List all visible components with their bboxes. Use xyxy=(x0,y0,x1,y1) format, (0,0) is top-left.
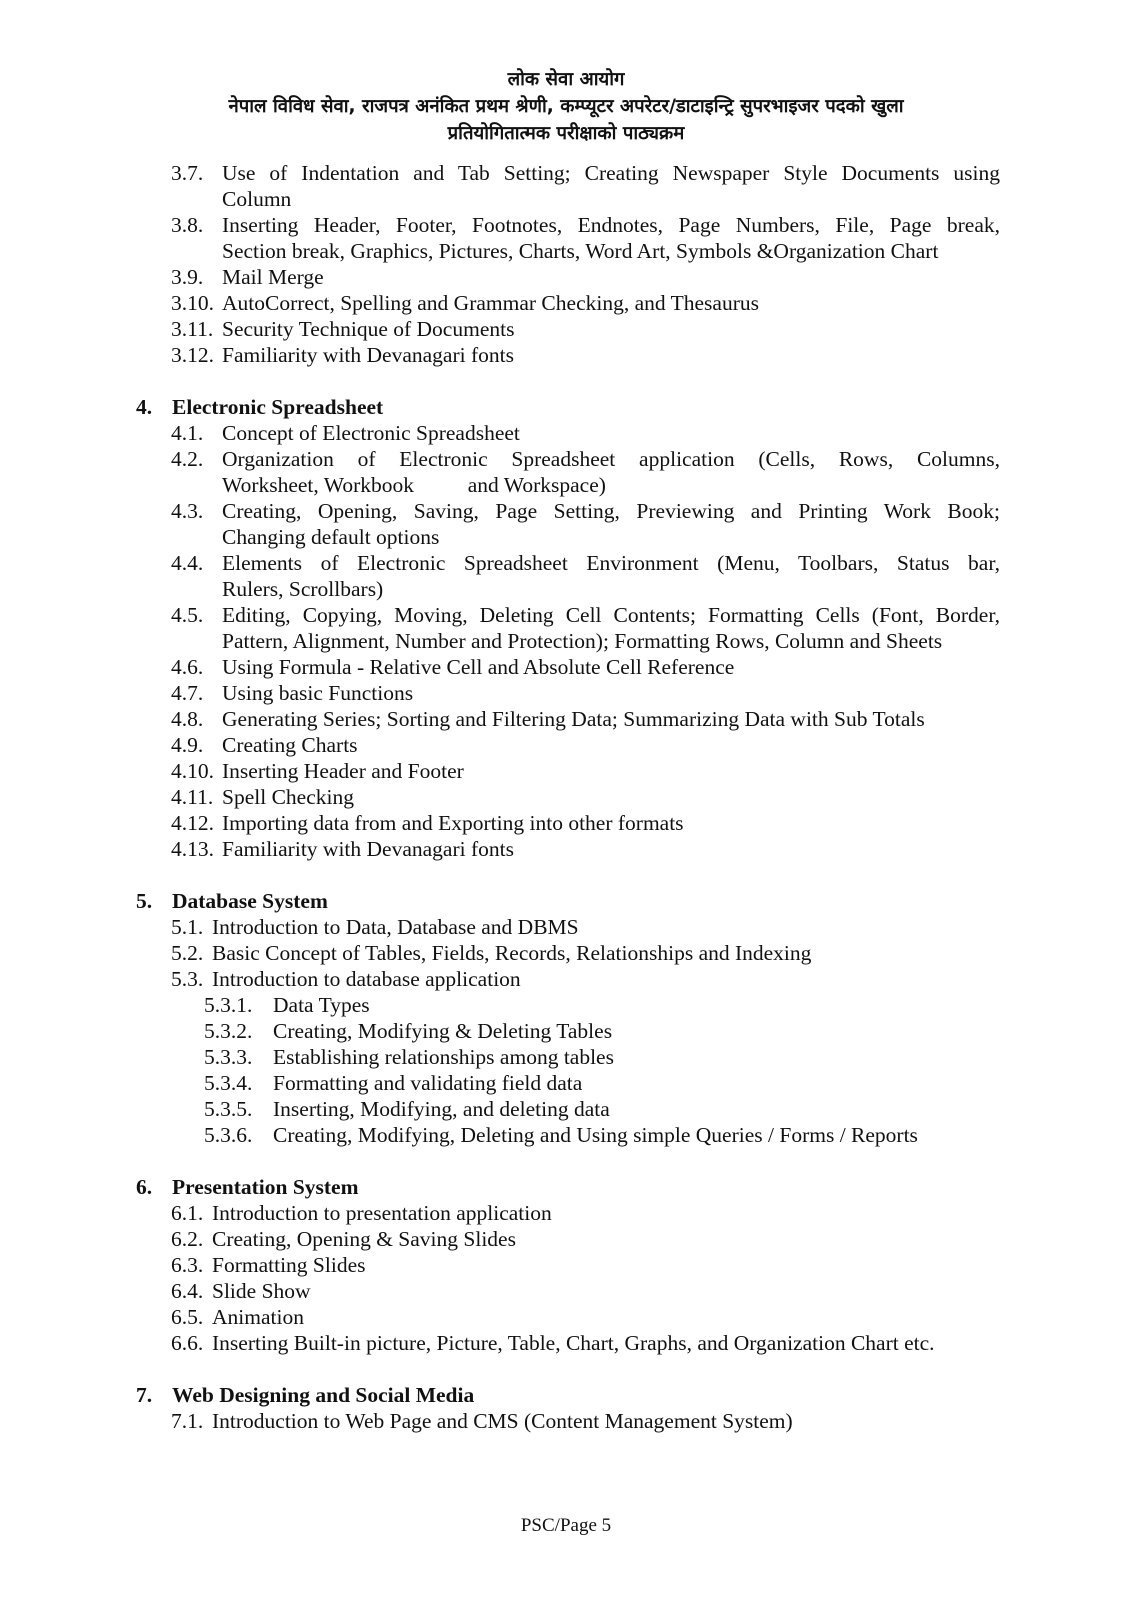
item-number: 4.12. xyxy=(171,811,214,835)
item-number: 5.3.1. xyxy=(204,993,253,1017)
item-text: Formatting and validating field data xyxy=(273,1071,583,1095)
item-text: Inserting Header, Footer, Footnotes, Endnotes, Page Numbers, File, Page break, xyxy=(222,213,1000,237)
section-number: 5. xyxy=(136,889,153,913)
list-item xyxy=(0,342,1132,368)
item-number: 4.4. xyxy=(171,551,204,575)
item-text: Creating, Modifying & Deleting Tables xyxy=(273,1019,613,1043)
item-text: Generating Series; Sorting and Filtering Data; Summarizing Data with Sub Totals xyxy=(222,707,925,731)
list-item xyxy=(0,1226,1132,1252)
item-text: Concept of Electronic Spreadsheet xyxy=(222,421,520,445)
list-item xyxy=(0,940,1132,966)
item-text: Familiarity with Devanagari fonts xyxy=(222,343,514,367)
item-number: 4.2. xyxy=(171,447,204,471)
item-number: 5.2. xyxy=(171,941,204,965)
section-5-list xyxy=(0,914,1132,1148)
item-text: Organization of Electronic Spreadsheet application (Cells, Rows, Columns, xyxy=(222,447,1000,471)
item-text: Use of Indentation and Tab Setting; Creating Newspaper Style Documents using xyxy=(222,161,1000,185)
list-item xyxy=(0,1304,1132,1330)
list-item xyxy=(0,160,1132,212)
list-item xyxy=(0,836,1132,862)
item-text: Security Technique of Documents xyxy=(222,317,515,341)
item-number: 4.1. xyxy=(171,421,204,445)
item-number: 4.8. xyxy=(171,707,204,731)
item-text: AutoCorrect, Spelling and Grammar Checking, and Thesaurus xyxy=(222,291,759,315)
list-item xyxy=(0,680,1132,706)
list-item xyxy=(0,1408,1132,1434)
item-text: Establishing relationships among tables xyxy=(273,1045,614,1069)
item-text: Slide Show xyxy=(212,1279,311,1303)
item-number: 4.7. xyxy=(171,681,204,705)
list-item xyxy=(0,810,1132,836)
item-number: 5.3.5. xyxy=(204,1097,253,1121)
item-number: 3.12. xyxy=(171,343,214,367)
item-text-continued: Column xyxy=(222,187,292,211)
item-number: 4.9. xyxy=(171,733,204,757)
item-text: Elements of Electronic Spreadsheet Environment (Menu, Toolbars, Status bar, xyxy=(222,551,1000,575)
list-item xyxy=(0,784,1132,810)
list-item xyxy=(0,420,1132,446)
item-text: Data Types xyxy=(273,993,370,1017)
item-text: Introduction to Web Page and CMS (Content Management System) xyxy=(212,1409,793,1433)
section-number: 6. xyxy=(136,1175,153,1199)
list-item xyxy=(0,732,1132,758)
item-number: 3.8. xyxy=(171,213,204,237)
page-footer: PSC/Page 5 xyxy=(520,1515,612,1536)
item-number: 7.1. xyxy=(171,1409,204,1433)
section-4-list xyxy=(0,420,1132,862)
item-text: Inserting Header and Footer xyxy=(222,759,464,783)
item-text: Inserting, Modifying, and deleting data xyxy=(273,1097,610,1121)
sub-list-item xyxy=(0,1122,1132,1148)
item-text: Using Formula - Relative Cell and Absolute Cell Reference xyxy=(222,655,735,679)
section-number: 4. xyxy=(136,395,153,419)
list-item xyxy=(0,446,1132,498)
list-item xyxy=(0,1200,1132,1226)
list-item xyxy=(0,264,1132,290)
list-item xyxy=(0,1278,1132,1304)
sub-list-item xyxy=(0,1096,1132,1122)
item-number: 4.3. xyxy=(171,499,204,523)
sub-list-item xyxy=(0,1018,1132,1044)
item-text-continued: Section break, Graphics, Pictures, Charts, Word Art, Symbols &Organization Chart xyxy=(222,239,939,263)
section-title: Database System xyxy=(172,889,328,913)
item-number: 6.6. xyxy=(171,1331,204,1355)
list-item xyxy=(0,914,1132,940)
item-text: Spell Checking xyxy=(222,785,354,809)
list-item xyxy=(0,498,1132,550)
item-text: Introduction to Data, Database and DBMS xyxy=(212,915,579,939)
syllabus-content xyxy=(0,160,1132,1434)
list-item xyxy=(0,1252,1132,1278)
item-text-continued: Worksheet, Workbook and Workspace) xyxy=(222,473,606,497)
item-text-continued: Rulers, Scrollbars) xyxy=(222,577,384,601)
section-number: 7. xyxy=(136,1383,153,1407)
section-heading xyxy=(0,1382,1132,1408)
item-number: 4.6. xyxy=(171,655,204,679)
section-heading xyxy=(0,394,1132,420)
item-text-continued: Pattern, Alignment, Number and Protection); Formatting Rows, Column and Sheets xyxy=(222,629,943,653)
section-heading xyxy=(0,1174,1132,1200)
item-number: 3.7. xyxy=(171,161,204,185)
section-7-list xyxy=(0,1408,1132,1434)
item-number: 3.10. xyxy=(171,291,214,315)
sub-list-item xyxy=(0,1044,1132,1070)
item-number: 6.3. xyxy=(171,1253,204,1277)
item-number: 5.1. xyxy=(171,915,204,939)
item-text: Creating Charts xyxy=(222,733,358,757)
item-text: Mail Merge xyxy=(222,265,324,289)
section-title: Electronic Spreadsheet xyxy=(172,395,384,419)
item-text: Importing data from and Exporting into other formats xyxy=(222,811,684,835)
header-service-title: नेपाल विविध सेवा, राजपत्र अनंकित प्रथम श्रेणी, कम्प्यूटर अपरेटर/डाटाइन्ट्रि सुपरभाइजर पदको खुला xyxy=(228,96,904,117)
item-number: 4.10. xyxy=(171,759,214,783)
item-number: 5.3.2. xyxy=(204,1019,253,1043)
item-text: Creating, Opening & Saving Slides xyxy=(212,1227,516,1251)
item-text: Creating, Opening, Saving, Page Setting, Previewing and Printing Work Book; xyxy=(222,499,1000,523)
item-number: 6.5. xyxy=(171,1305,204,1329)
item-number: 3.11. xyxy=(171,317,214,341)
item-number: 5.3.6. xyxy=(204,1123,253,1147)
item-text: Basic Concept of Tables, Fields, Records, Relationships and Indexing xyxy=(212,941,812,965)
item-text: Introduction to database application xyxy=(212,967,521,991)
item-number: 4.5. xyxy=(171,603,204,627)
item-number: 4.11. xyxy=(171,785,214,809)
list-item xyxy=(0,706,1132,732)
sub-list-item xyxy=(0,1070,1132,1096)
list-item xyxy=(0,966,1132,992)
item-text: Inserting Built-in picture, Picture, Table, Chart, Graphs, and Organization Chart etc. xyxy=(212,1331,935,1355)
list-item xyxy=(0,316,1132,342)
item-number: 6.2. xyxy=(171,1227,204,1251)
sub-list-item xyxy=(0,992,1132,1018)
item-text: Introduction to presentation application xyxy=(212,1201,552,1225)
section-6-list xyxy=(0,1200,1132,1356)
item-number: 4.13. xyxy=(171,837,214,861)
item-number: 6.1. xyxy=(171,1201,204,1225)
list-item xyxy=(0,290,1132,316)
item-text-continued: Changing default options xyxy=(222,525,440,549)
section-title: Web Designing and Social Media xyxy=(172,1383,475,1407)
list-item xyxy=(0,550,1132,602)
list-item xyxy=(0,602,1132,654)
item-text: Formatting Slides xyxy=(212,1253,366,1277)
item-number: 5.3.3. xyxy=(204,1045,253,1069)
list-item xyxy=(0,212,1132,264)
item-number: 3.9. xyxy=(171,265,204,289)
item-text: Creating, Modifying, Deleting and Using simple Queries / Forms / Reports xyxy=(273,1123,918,1147)
section-title: Presentation System xyxy=(172,1175,359,1199)
header-syllabus-title: प्रतियोगितात्मक परीक्षाको पाठ्यक्रम xyxy=(447,123,685,144)
list-item xyxy=(0,1330,1132,1356)
list-item xyxy=(0,654,1132,680)
header-org-name: लोक सेवा आयोग xyxy=(507,69,625,90)
item-number: 6.4. xyxy=(171,1279,204,1303)
item-number: 5.3. xyxy=(171,967,204,991)
document-header xyxy=(0,66,1132,147)
section-3-list xyxy=(0,160,1132,368)
section-heading xyxy=(0,888,1132,914)
item-text: Using basic Functions xyxy=(222,681,414,705)
item-text: Editing, Copying, Moving, Deleting Cell Contents; Formatting Cells (Font, Border, xyxy=(222,603,1000,627)
list-item xyxy=(0,758,1132,784)
item-text: Familiarity with Devanagari fonts xyxy=(222,837,514,861)
item-text: Animation xyxy=(212,1305,304,1329)
item-number: 5.3.4. xyxy=(204,1071,253,1095)
